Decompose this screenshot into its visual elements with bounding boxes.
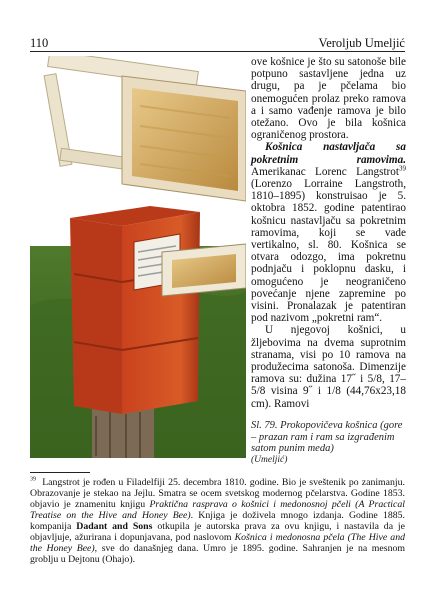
footnote-text-1: Langstrot je rođen u Filadelfiji 25. decembra 1810. godine. Bio je sveštenik po zanimanju. Obrazovanje je stekao na Jejlu. Smatra se ocem svetskog modernog pčelarstva. Godine 1853. objavio je znamenitu knjigu <box>30 477 405 510</box>
footnote-number: 39 <box>30 476 36 483</box>
beehive-photo <box>30 56 246 458</box>
paragraph-2 <box>251 141 406 324</box>
running-header <box>30 36 405 50</box>
footnote-rule <box>30 472 90 473</box>
figure-caption <box>251 420 406 466</box>
footnote-text-3: otkupila je autorska prava za ovu knjigu, i nastavila da je objavljuje, ažurirana i dopunjavana, pod naslovom <box>30 521 405 543</box>
beehive-illustration <box>30 56 246 458</box>
caption-credit: (Umeljić) <box>251 454 288 465</box>
footnote-text-2: . Knjiga je doživela mnogo izdanja. Godine 1885. kompanija <box>30 510 405 532</box>
comb-frame <box>122 76 246 201</box>
paragraph-2-text-b: (Lorenzo Lorraine Langstroth, 1810–1895) konstruisao je 5. oktobra 1852. godine patentirao košnicu nastavljaču sa pokretnim ramovima, koji se vade vertikalno, sl. 80. Košnica se otvara odozgo, ima pokretnu podnjaču i poklopnu dasku, i omogućeno je neograničeno povećanje njene zapremine po visini. Pronalazak je patentiran pod nazivom „pokretni ram“. <box>251 178 406 325</box>
footnote-ref: 39 <box>399 164 406 173</box>
caption-text: Sl. 79. Prokopovičeva košnica (gore – prazan ram i ram sa izgrađenim satom punim meda) <box>251 420 403 454</box>
footnote-book-title-2: Košnica i medonosna pčela (The Hive and the Honey Bee) <box>30 532 405 554</box>
paragraph-1: ove košnice je što su satonoše bile potpuno sastavljene jedna uz drugu, pa je pčelama bio onemogućen prolaz preko ramova a i samo vađenje ramova je bilo otežano. Ovo je bila košnica ograničenog prostora. <box>251 56 406 142</box>
footnote-company: Dadant and Sons <box>76 521 153 532</box>
section-heading: Košnica nastavljača sa pokretnim ramovima. <box>251 141 406 166</box>
page-number: 110 <box>30 36 49 50</box>
footnote-text-4: , sve do današnjeg dana. Umro je 1895. godine. Sahranjen je na mesnom groblju u Dejtonu (Ohajo). <box>30 543 405 565</box>
footnote-book-title: Praktična rasprava o košnici i medonosnoj pčeli (A Practical Treatise on the Hive and Honey Bee) <box>30 499 405 521</box>
paragraph-2-text-a: Amerikanac Lorenc Langstrot <box>251 165 399 178</box>
footnote <box>30 477 405 565</box>
header-rule <box>30 51 405 52</box>
body-column <box>251 56 406 410</box>
running-author: Veroljub Umeljić <box>318 36 405 50</box>
paragraph-3: U njegovoj košnici, u žljebovima na dvema suprotnim stranama, visi po 10 ramova na produžecima satonoša. Dimenzije ramova su: dužina 17˝ i 5/8, 17–5/8 visina 9˝ i 1/8 (44,76x23,18 cm). Ramovi <box>251 324 406 410</box>
